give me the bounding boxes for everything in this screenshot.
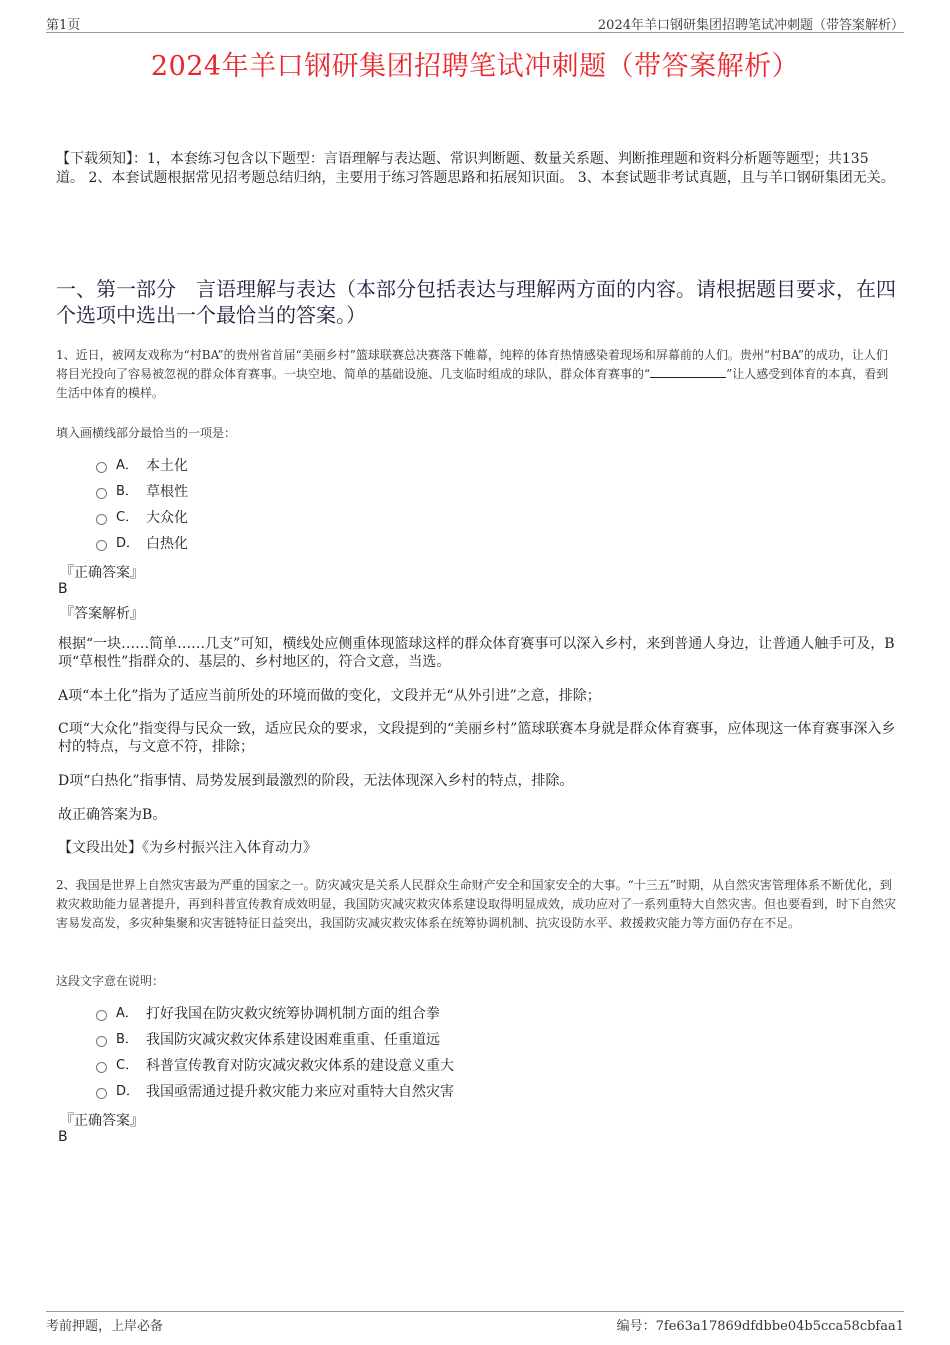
option-a[interactable]: A． 本土化 <box>96 453 188 479</box>
question-1-stem-before: 1、近日，被网友戏称为“村BA”的贵州省首届“美丽乡村”篮球联赛总决赛落下帷幕，纯粹的体育热情感染着现场和屏幕前的人们。贵州“村BA”的成功，让人们将目光投向了容易被忽视的群众体育赛事。一块空地、简单的基础设施、几支临时组成的球队，群众体育赛事的“ <box>56 348 888 381</box>
question-2-options <box>96 1001 454 1105</box>
radio-icon[interactable] <box>96 1062 107 1073</box>
text-source: 【文段出处】《为乡村振兴注入体育动力》 <box>58 840 317 856</box>
option-c[interactable]: C． 大众化 <box>96 505 188 531</box>
analysis-paragraph: A项“本土化”指为了适应当前所处的环境而做的变化，文段并无“从外引进”之意，排除； <box>58 688 601 704</box>
download-notice: 【下载须知】：1，本套练习包含以下题型：言语理解与表达题、常识判断题、数量关系题、判断推理题和资料分析题等题型；共135道。 2、本套试题根据常见招考题总结归纳，主要用于练习答题思路和拓展知识面。 3、本套试题非考试真题，且与羊口钢研集团无关。 <box>56 151 895 186</box>
radio-icon[interactable] <box>96 1036 107 1047</box>
footer-slogan: 考前押题，上岸必备 <box>46 1319 164 1334</box>
analysis-paragraph: D项“白热化”指事情、局势发展到最激烈的阶段，无法体现深入乡村的特点，排除。 <box>58 773 574 789</box>
option-c[interactable]: C． 科普宣传教育对防灾减灾救灾体系的建设意义重大 <box>96 1053 454 1079</box>
radio-icon[interactable] <box>96 488 107 499</box>
question-2-prompt: 这段文字意在说明： <box>56 974 165 988</box>
radio-icon[interactable] <box>96 462 107 473</box>
radio-icon[interactable] <box>96 1010 107 1021</box>
question-1-stem-after: ”让人感受到体育的本真，看到生活中体育的模样。 <box>56 367 889 400</box>
fill-blank <box>650 366 726 378</box>
analysis-label: 『答案解析』 <box>60 606 144 622</box>
analysis-conclusion: 故正确答案为B。 <box>58 807 167 823</box>
answer-label: 『正确答案』 <box>60 1113 144 1129</box>
page-number: 第1页 <box>46 18 81 33</box>
analysis-paragraph: C项“大众化”指变得与民众一致，适应民众的要求，文段提到的“美丽乡村”篮球联赛本身就是群众体育赛事，应体现这一体育赛事深入乡村的特点，与文意不符，排除； <box>58 721 896 755</box>
question-1-options <box>96 453 188 557</box>
option-a[interactable]: A． 打好我国在防灾救灾统筹协调机制方面的组合拳 <box>96 1001 454 1027</box>
analysis-paragraph: 根据“一块……简单……几支”可知，横线处应侧重体现篮球这样的群众体育赛事可以深入乡村，来到普通人身边，让普通人触手可及，B项“草根性”指群众的、基层的、乡村地区的，符合文意，当选。 <box>58 636 895 670</box>
option-b[interactable]: B． 我国防灾减灾救灾体系建设困难重重、任重道远 <box>96 1027 454 1053</box>
question-1-prompt: 填入画横线部分最恰当的一项是： <box>56 426 237 440</box>
question-2-stem: 2、我国是世界上自然灾害最为严重的国家之一。防灾减灾是关系人民群众生命财产安全和国家安全的大事。“十三五”时期，从自然灾害管理体系不断优化，到救灾救助能力显著提升，再到科普宣传教育成效明显，我国防灾减灾救灾体系建设取得明显成效，成功应对了一系列重特大自然灾害。但也要看到，时下自然灾害易发高发，多灾种集聚和灾害链特征日益突出，我国防灾减灾救灾体系在统筹协调机制、抗灾设防水平、救援救灾能力等方面仍存在不足。 <box>56 878 897 930</box>
section-heading: 一、第一部分 言语理解与表达（本部分包括表达与理解两方面的内容。请根据题目要求，在四个选项中选出一个最恰当的答案。） <box>56 277 896 327</box>
radio-icon[interactable] <box>96 540 107 551</box>
header-doc-title: 2024年羊口钢研集团招聘笔试冲刺题（带答案解析） <box>597 18 904 33</box>
radio-icon[interactable] <box>96 514 107 525</box>
answer-value: B <box>58 581 68 597</box>
document-id: 编号：7fe63a17869dfdbbe04b5cca58cbfaa1 <box>616 1319 904 1334</box>
option-d[interactable]: D． 白热化 <box>96 531 188 557</box>
page-header <box>46 14 904 33</box>
radio-icon[interactable] <box>96 1088 107 1099</box>
answer-label: 『正确答案』 <box>60 565 144 581</box>
option-b[interactable]: B． 草根性 <box>96 479 188 505</box>
document-title: 2024年羊口钢研集团招聘笔试冲刺题（带答案解析） <box>150 51 800 82</box>
question-1-stem <box>56 346 896 403</box>
answer-value: B <box>58 1129 68 1145</box>
option-d[interactable]: D． 我国亟需通过提升救灾能力来应对重特大自然灾害 <box>96 1079 454 1105</box>
page-footer <box>46 1311 904 1334</box>
